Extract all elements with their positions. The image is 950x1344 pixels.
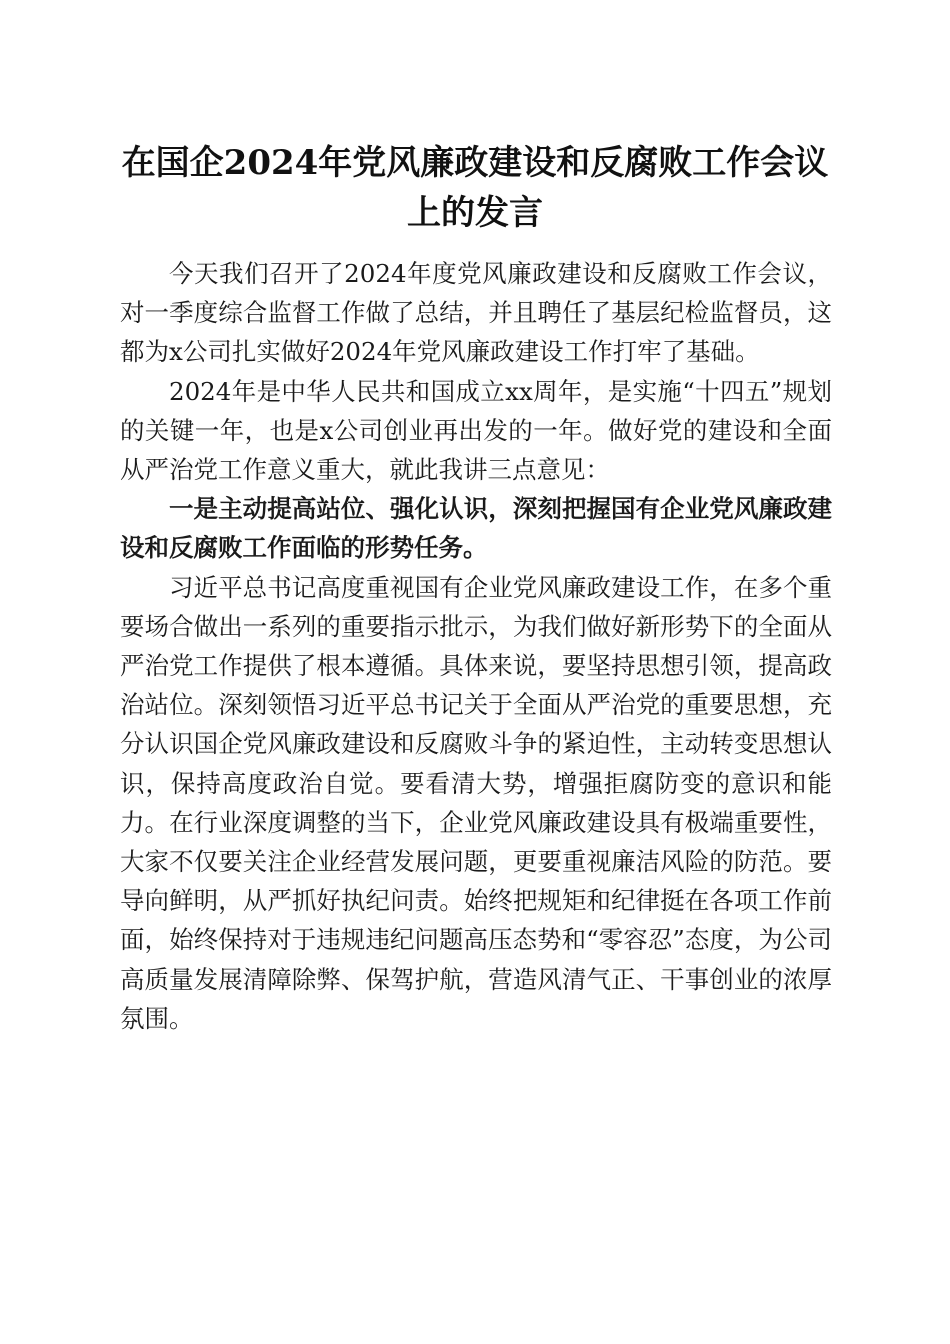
paragraph-point-one-heading: 一是主动提高站位、强化认识，深刻把握国有企业党风廉政建设和反腐败工作面临的形势任务。 [120, 494, 832, 563]
document-body [120, 254, 832, 1038]
paragraph-context: 2024年是中华人民共和国成立xx周年，是实施“十四五”规划的关键一年，也是x公司创业再出发的一年。做好党的建设和全面从严治党工作意义重大，就此我讲三点意见： [120, 376, 832, 485]
paragraph-opening: 今天我们召开了2024年度党风廉政建设和反腐败工作会议，对一季度综合监督工作做了总结，并且聘任了基层纪检监督员，这都为x公司扎实做好2024年党风廉政建设工作打牢了基础。 [120, 259, 832, 367]
document-title: 在国企2024年党风廉政建设和反腐败工作会议上的发言 [121, 143, 829, 233]
paragraph-point-one-body: 习近平总书记高度重视国有企业党风廉政建设工作，在多个重要场合做出一系列的重要指示批示，为我们做好新形势下的全面从严治党工作提供了根本遵循。具体来说，要坚持思想引领，提高政治站位。深刻领悟习近平总书记关于全面从严治党的重要思想，充分认识国企党风廉政建设和反腐败斗争的紧迫性，主动转变思想认识，保持高度政治自觉。要看清大势，增强拒腐防变的意识和能力。在行业深度调整的当下，企业党风廉政建设具有极端重要性，大家不仅要关注企业经营发展问题，更要重视廉洁风险的防范。要导向鲜明，从严抓好执纪问责。始终把规矩和纪律挺在各项工作前面，始终保持对于违规违纪问题高压态势和“零容忍”态度，为公司高质量发展清障除弊、保驾护航，营造风清气正、干事创业的浓厚氛围。 [120, 572, 832, 1033]
